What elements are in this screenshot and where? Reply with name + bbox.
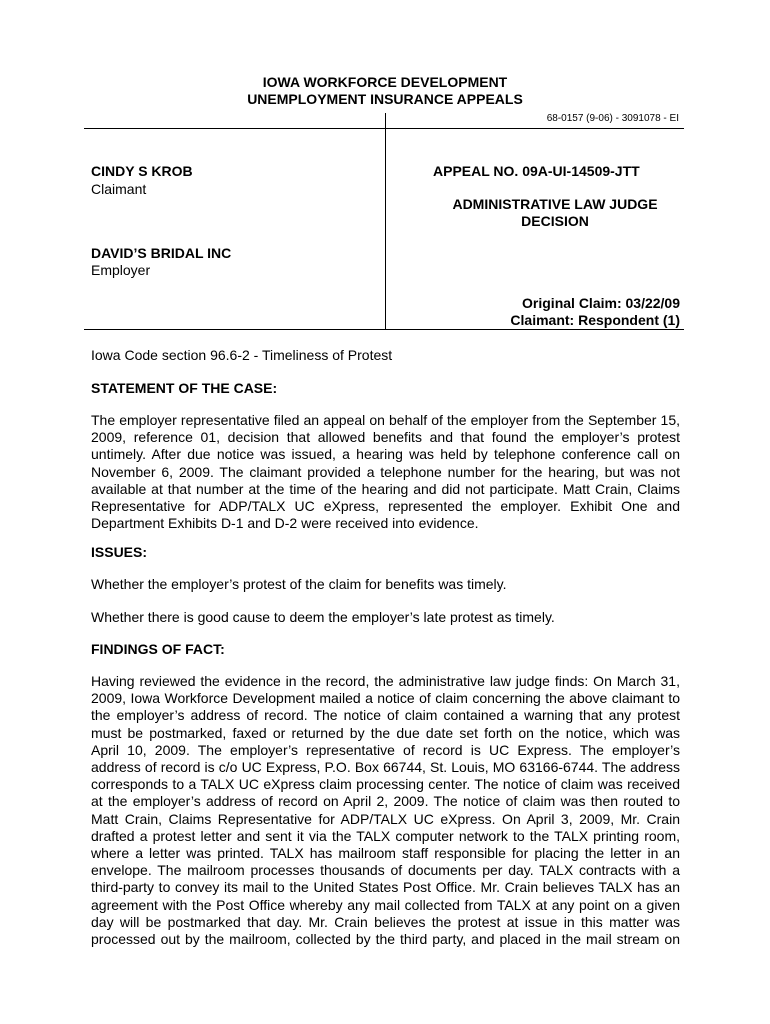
findings-line: drafted a protest letter and sent it via the TALX computer network to the TALX printing room, bbox=[91, 827, 680, 844]
code-section: Iowa Code section 96.6-2 - Timeliness of Protest bbox=[91, 347, 393, 363]
findings-paragraph bbox=[91, 673, 680, 948]
findings-line: processed out by the mailroom, collected by the third party, and placed in the mail stream on bbox=[91, 931, 680, 948]
findings-heading: FINDINGS OF FACT: bbox=[91, 641, 225, 657]
claimant-status: Claimant: Respondent (1) bbox=[510, 312, 680, 328]
findings-line: day will be postmarked that day. Mr. Crain believes the protest at issue in this matter was bbox=[91, 913, 680, 930]
claimant-name: CINDY S KROB bbox=[91, 163, 193, 179]
employer-name: DAVID’S BRIDAL INC bbox=[91, 245, 232, 261]
statement-line: Department Exhibits D-1 and D-2 were received into evidence. bbox=[91, 515, 479, 532]
statement-line: The employer representative filed an appeal on behalf of the employer from the September 15, bbox=[91, 412, 680, 428]
findings-line: April 10, 2009. The employer’s representative of record is UC Express. The employer’s bbox=[91, 741, 680, 758]
header-rule bbox=[84, 128, 684, 129]
findings-line: corresponds to a TALX UC eXpress claim processing center. The notice of claim was received bbox=[91, 776, 680, 793]
decision-title-line-2: DECISION bbox=[521, 213, 589, 229]
findings-line: where a letter was printed. TALX has mailroom staff responsible for placing the letter in an bbox=[91, 845, 680, 862]
statement-line: Representative for ADP/TALX UC eXpress, represented the employer. Exhibit One and bbox=[91, 498, 680, 515]
findings-line: must be postmarked, faxed or returned by the due date set forth on the notice, which was bbox=[91, 724, 680, 741]
findings-line: address of record is c/o UC Express, P.O. Box 66744, St. Louis, MO 63166-6744. The address bbox=[91, 759, 680, 776]
findings-line: agreement with the Post Office whereby any mail collected from TALX at any point on a given bbox=[91, 896, 680, 913]
form-code: 68-0157 (9-06) - 3091078 - EI bbox=[546, 113, 679, 124]
statement-line: 2009, reference 01, decision that allowed benefits and that found the employer’s protest bbox=[91, 429, 680, 446]
caption-rule bbox=[84, 329, 684, 330]
statement-heading: STATEMENT OF THE CASE: bbox=[91, 380, 278, 396]
statement-line: November 6, 2009. The claimant provided a telephone number for the hearing, but was not bbox=[91, 463, 680, 480]
employer-role: Employer bbox=[91, 262, 151, 278]
issue-good-cause: Whether there is good cause to deem the employer’s late protest as timely. bbox=[91, 609, 555, 625]
findings-line: Having reviewed the evidence in the record, the administrative law judge finds: On March 31, bbox=[91, 673, 680, 689]
findings-line: envelope. The mailroom processes thousands of documents per day. TALX contracts with a bbox=[91, 862, 680, 879]
appeal-number: APPEAL NO. 09A-UI-14509-JTT bbox=[433, 163, 640, 179]
findings-line: 2009, Iowa Workforce Development mailed a notice of claim concerning the above claimant to bbox=[91, 690, 680, 707]
statement-paragraph bbox=[91, 412, 680, 532]
column-divider bbox=[385, 113, 386, 329]
findings-line: at the employer’s address of record on April 2, 2009. The notice of claim was then routed to bbox=[91, 793, 680, 810]
decision-title-line-1: ADMINISTRATIVE LAW JUDGE bbox=[452, 196, 658, 212]
issue-timeliness: Whether the employer’s protest of the claim for benefits was timely. bbox=[91, 576, 507, 592]
original-claim-date: Original Claim: 03/22/09 bbox=[522, 295, 680, 311]
findings-line: the employer’s address of record. The notice of claim contained a warning that any protest bbox=[91, 707, 680, 724]
statement-line: available at that number at the time of the hearing and did not participate. Matt Crain, Claims bbox=[91, 480, 680, 497]
findings-line: Matt Crain, Claims Representative for ADP/TALX UC eXpress. On April 3, 2009, Mr. Crain bbox=[91, 810, 680, 827]
issues-heading: ISSUES: bbox=[91, 544, 148, 560]
findings-line: third-party to convey its mail to the United States Post Office. Mr. Crain believes TALX has an bbox=[91, 879, 680, 896]
claimant-role: Claimant bbox=[91, 181, 147, 197]
statement-line: untimely. After due notice was issued, a hearing was held by telephone conference call on bbox=[91, 446, 680, 463]
agency-title: IOWA WORKFORCE DEVELOPMENT bbox=[262, 74, 508, 90]
division-title: UNEMPLOYMENT INSURANCE APPEALS bbox=[247, 91, 523, 107]
